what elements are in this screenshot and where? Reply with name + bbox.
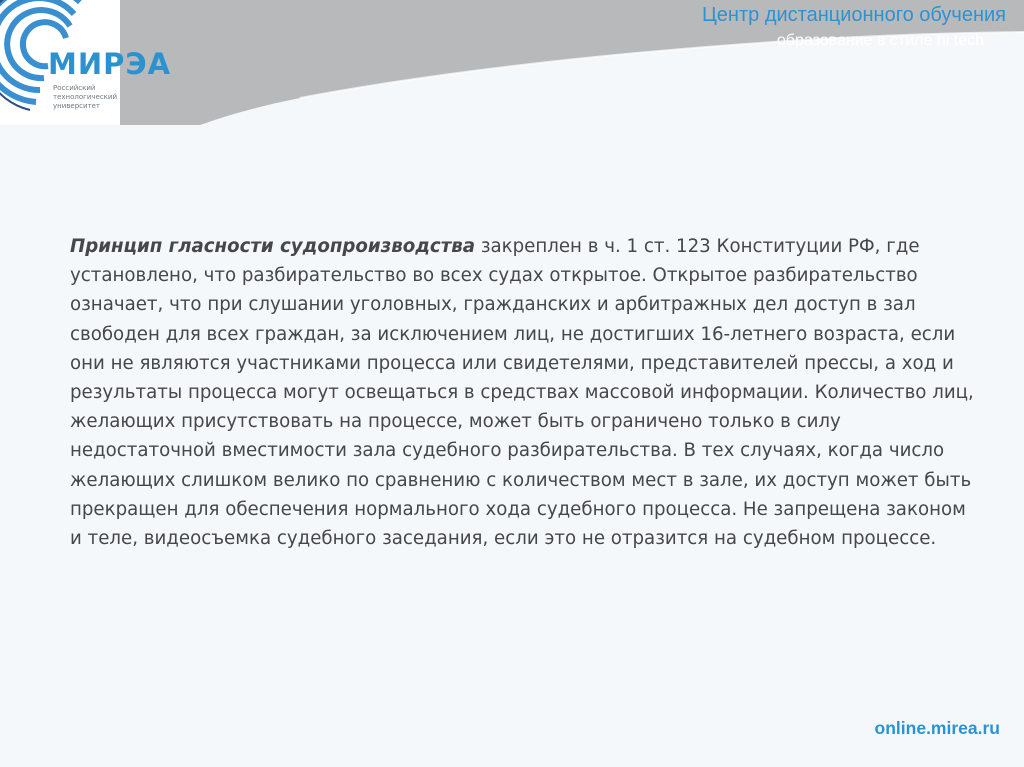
logo-subtitle-line: Российский: [53, 84, 96, 92]
logo-wordmark: МИРЭА: [48, 47, 172, 81]
center-title: Центр дистанционного обучения: [702, 4, 1006, 26]
body-paragraph: [70, 232, 980, 553]
lead-term: Принцип гласности судопроизводства: [70, 236, 476, 257]
logo-subtitle-line: университет: [53, 102, 101, 110]
footer-site-link[interactable]: online.mirea.ru: [874, 718, 1000, 738]
body-text: закреплен в ч. 1 ст. 123 Конституции РФ, где установлено, что разбирательство во всех судах открытое. Открытое разбирательство означает, что при слушании уголовных, гражданских и арбитражных дел доступ в зал свободен для всех граждан, за исключением лиц, не достигших 16-летнего возраста, если они не являются участниками процесса или свидетелями, представителей прессы, а ход и результаты процесса могут освещаться в средствах массовой информации. Количество лиц, желающих присутствовать на процессе, может быть ограничено только в силу недостаточной вместимости зала судебного разбирательства. В тех случаях, когда число желающих слишком велико по сравнению с количеством мест в зале, их доступ может быть прекращен для обеспечения нормального хода судебного процесса. Не запрещена законом и теле, видеосъемка судебного заседания, если это не отразится на судебном процессе.: [70, 236, 974, 550]
logo-subtitle: [53, 84, 143, 111]
center-tagline: образование в стиле hi tech: [776, 32, 984, 49]
logo-subtitle-line: технологический: [53, 93, 117, 101]
mirea-logo: [0, 0, 200, 125]
